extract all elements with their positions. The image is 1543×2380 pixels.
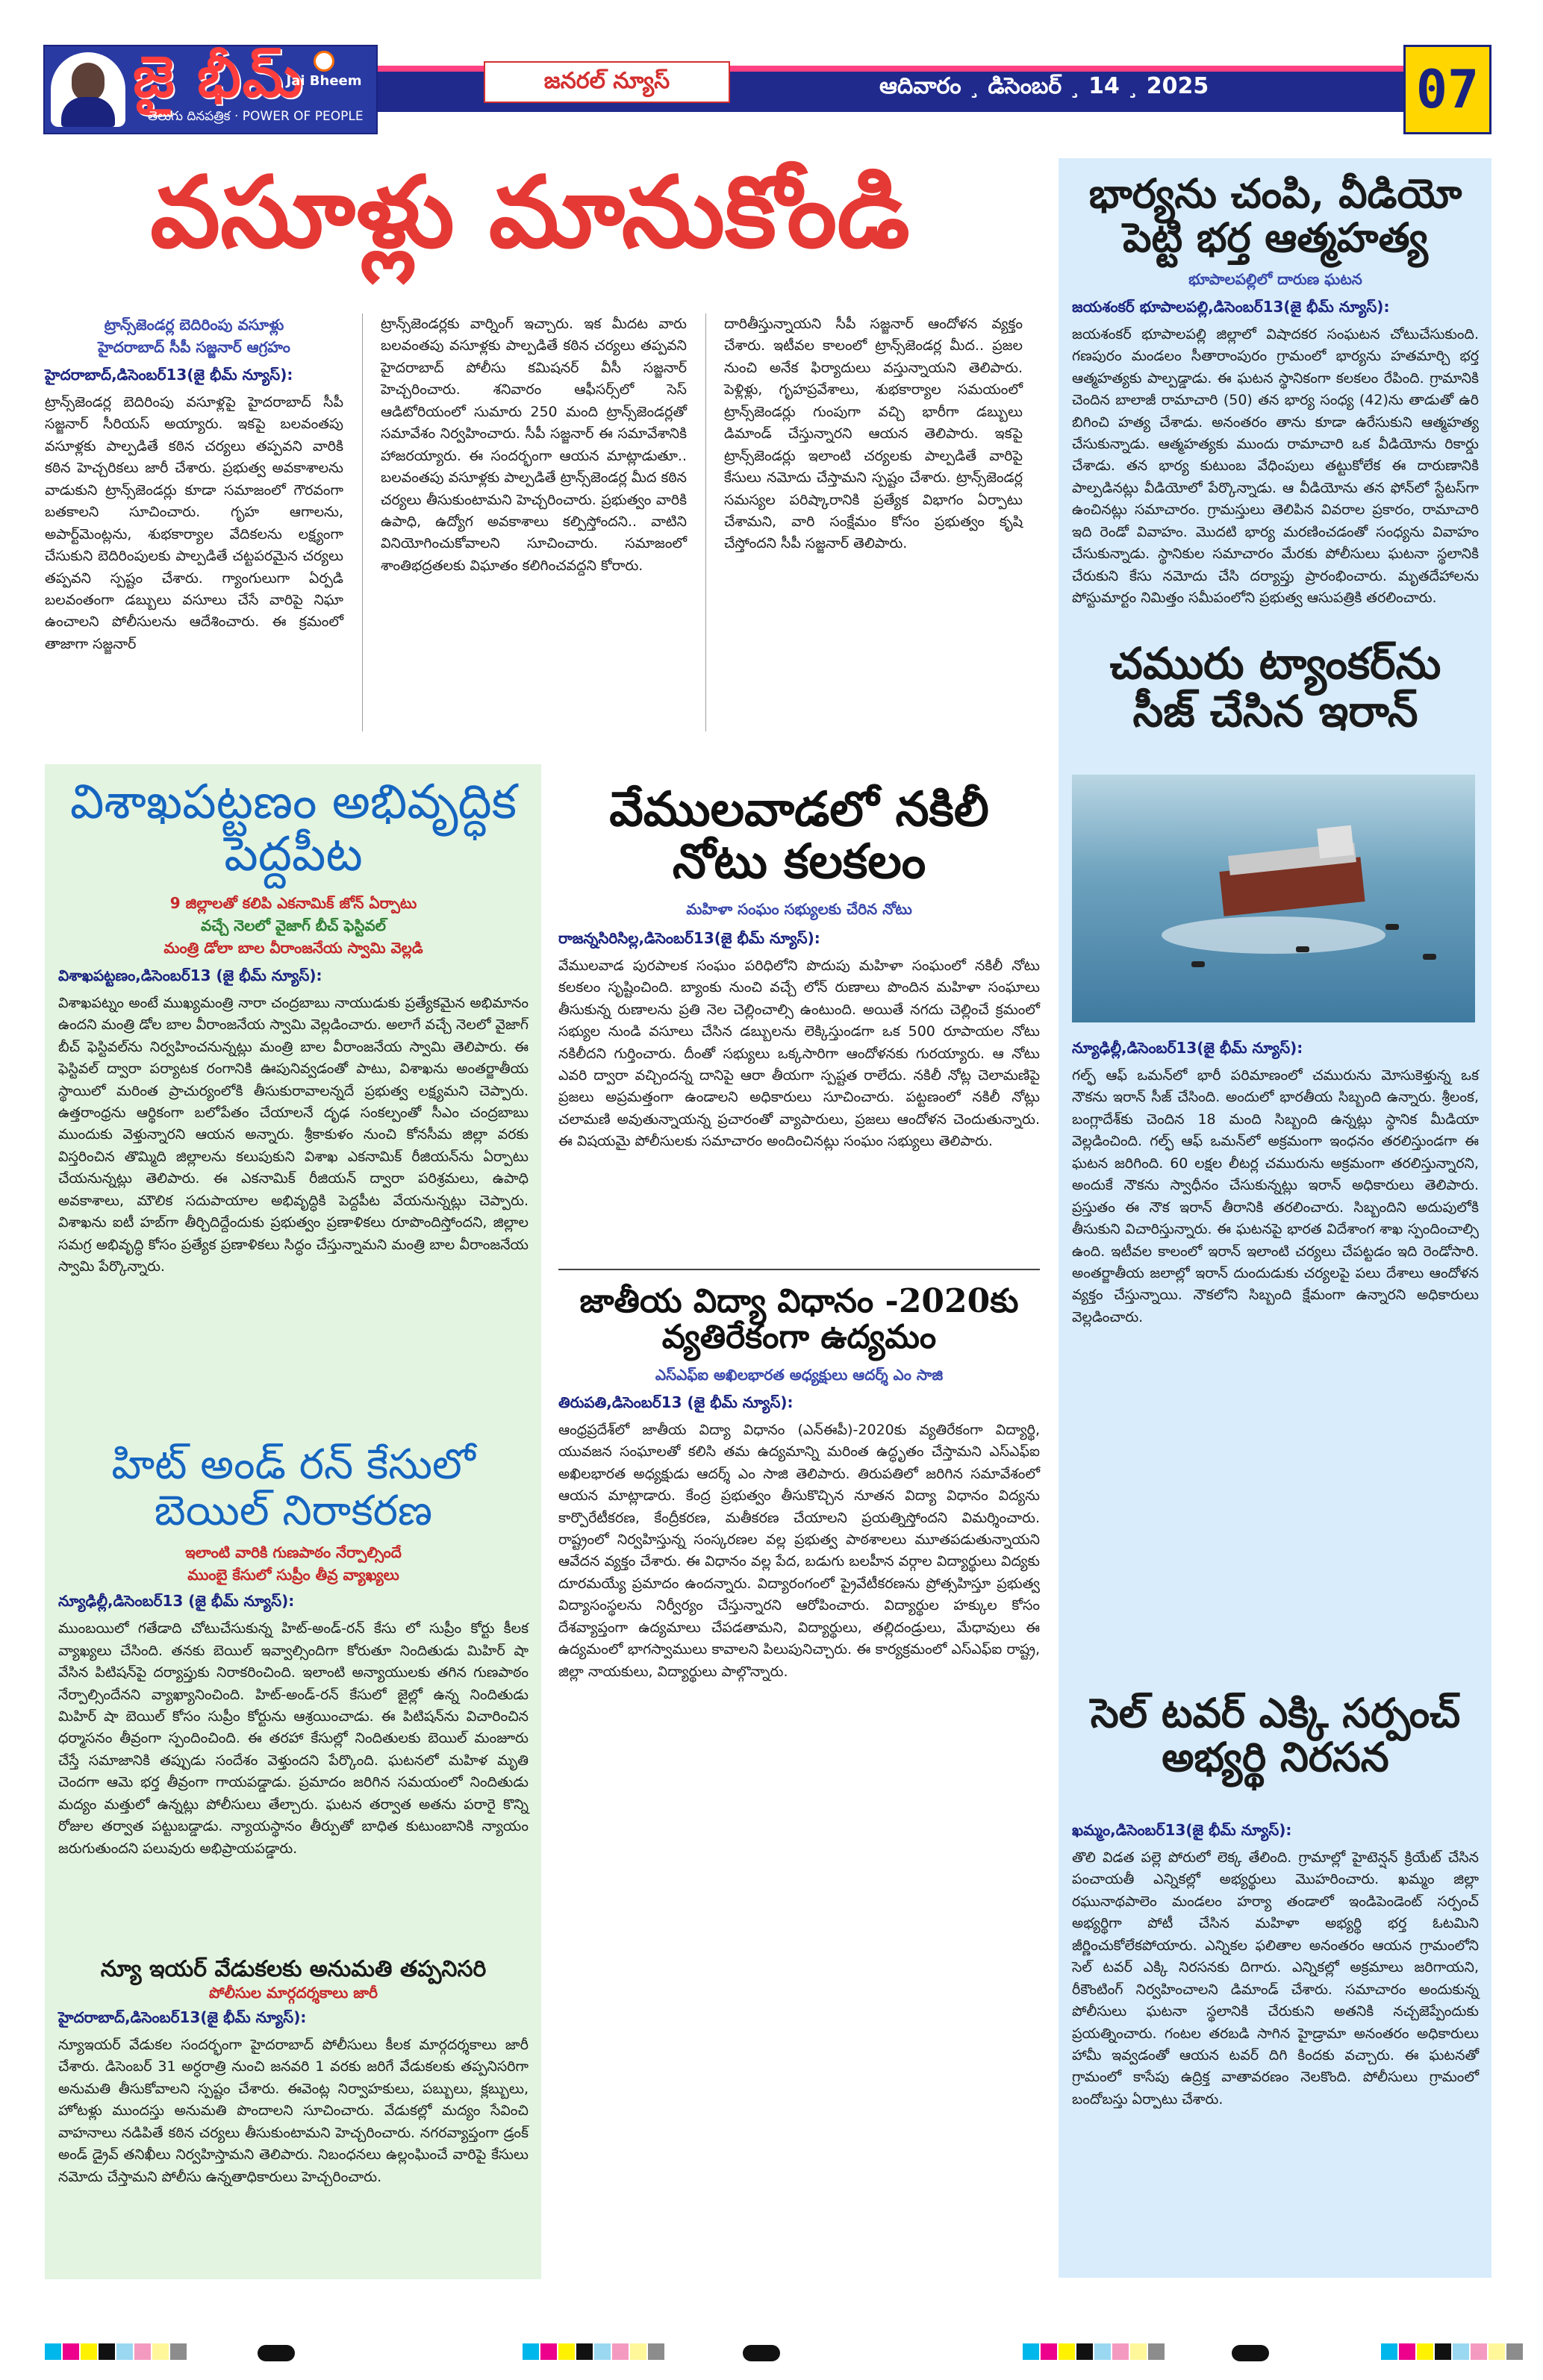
wife-body: జయశంకర్ భూపాలపల్లి జిల్లాలో విషాదకర సంఘటన చోటుచేసుకుంది. గణపురం మండలం సీతారాంపురం గ్రామంలో భార్యను హతమార్చి భర్త ఆత్మహత్యకు పాల్పడ్డాడు. ఈ ఘటన స్థానికంగా కలకలం రేపింది. గ్రామానికి చెందిన బాలాజీ రామాచారి (50) తన భార్య సంధ్య (42)ను తాడుతో ఉరి బిగించి హత్య చేశాడు. అనంతరం తాను కూడా ఉరేసుకుని ఆత్మహత్య చేసుకున్నాడు. ఆత్మహత్యకు ముందు రామాచారి ఒక వీడియోను రికార్డు చేశాడు. తన భార్య కుటుంబ వేధింపులు తట్టుకోలేక ఈ దారుణానికి పాల్పడినట్లు వీడియోలో పేర్కొన్నాడు. ఆ వీడియోను తన ఫోన్‌లో స్టేటస్‌గా ఉంచినట్లు సమాచారం. గ్రామస్తులు తెలిపిన వివరాల ప్రకారం, రామాచారి ఇది రెండో వివాహం. మొదటి భార్య మరణించడంతో సంధ్యను వివాహం చేసుకున్నాడు. స్థానికుల సమాచారం మేరకు పోలీసులు ఘటనా స్థలానికి చేరుకుని కేసు నమోదు చేసి దర్యాప్తు ప్రారంభించారు. మృతదేహాలను పోస్టుమార్టం నిమిత్తం సమీపంలోని ప్రభుత్వ ఆసుపత్రికి తరలించారు. — [1072, 325, 1479, 607]
education-kicker: ఎస్ఎఫ్ఐ అఖిలభారత అధ్యక్షులు ఆదర్శ్ ఎం సాజి — [655, 1365, 944, 1384]
color-swatch — [1059, 2343, 1075, 2360]
color-swatch — [523, 2343, 539, 2360]
lead-body-3: దారితీస్తున్నాయని సీపీ సజ్జనార్ ఆందోళన వ్యక్తం చేశారు. ఇటీవల కాలంలో ట్రాన్స్‌జెండర్ల మీద.. ప్రజల నుంచి అనేక ఫిర్యాదులు వస్తున్నాయని తెలిపారు. పెళ్లిళ్లు, గృహప్రవేశాలు, శుభకార్యాల సమయంలో ట్రాన్స్‌జెండర్లు గుంపుగా వచ్చి భారీగా డబ్బులు డిమాండ్ చేస్తున్నారని ఆయన తెలిపారు. ఇకపై ట్రాన్స్‌జెండర్లు ఇలాంటి చర్యలకు పాల్పడితే వారిపై కేసులు నమోదు చేస్తామని స్పష్టం చేశారు. ట్రాన్స్‌జెండర్ల సమస్యల పరిష్కారానికి ప్రత్యేక విభాగం ఏర్పాటు చేశామని, వారి సంక్షేమం కోసం ప్రభుత్వం కృషి చేస్తోందని సీపీ సజ్జనార్ తెలిపారు. — [724, 316, 1023, 552]
lead-body-1: ట్రాన్స్‌జెండర్ల బెదిరింపు వసూళ్లపై హైదరాబాద్ సీపీ సజ్జనార్ సీరియస్ అయ్యారు. ఇకపై బలవంతపు వసూళ్లకు పాల్పడితే కఠిన చర్యలు తప్పవని వారికి కఠిన హెచ్చరికలు జారీ చేశారు. ప్రభుత్వ అవకాశాలను వాడుకుని ట్రాన్స్‌జెండర్లు కూడా సమాజంలో గౌరవంగా బతకాలని సూచించారు. గృహ ఆగాలను, అపార్ట్‌మెంట్లను, శుభకార్యాల వేదికలను లక్ష్యంగా చేసుకుని బెదిరింపులకు పాల్పడితే చట్టపరమైన చర్యలు తప్పవని స్పష్టం చేశారు. గ్యాంగులుగా ఏర్పడి బలవంతంగా డబ్బులు వసూలు చేసే వారిపై నిఘా ఉంచాలని పోలీసులను ఆదేశించారు. ఈ క్రమంలో తాజాగా సజ్జనార్ — [45, 394, 343, 652]
celltower-headline: సెల్ టవర్ ఎక్కి సర్పంచ్ అభ్యర్థి నిరసన — [1090, 1689, 1461, 1781]
emblem-icon — [314, 51, 334, 72]
color-swatch — [1130, 2343, 1147, 2360]
newyear-byline: హైదరాబాద్,డిసెంబర్13(జై భీమ్ న్యూస్): — [58, 2008, 307, 2026]
registration-mark — [1232, 2345, 1269, 2361]
hit-run-headline: హిట్ అండ్ రన్ కేసులో బెయిల్ నిరాకరణ — [111, 1440, 476, 1535]
wife-story — [1072, 169, 1479, 609]
ambedkar-portrait-icon — [51, 52, 125, 127]
section-label: జనరల్ న్యూస్ — [484, 61, 730, 103]
vemulawada-headline: వేములవాడలో నకిలీ నోటు కలకలం — [609, 781, 989, 890]
color-swatch — [1076, 2343, 1093, 2360]
wife-headline: భార్యను చంపి, వీడియో పెట్టి భర్త ఆత్మహత్య — [1088, 169, 1462, 262]
hit-run-story — [58, 1442, 529, 1860]
visakha-story — [58, 776, 529, 1278]
registration-mark — [743, 2345, 780, 2361]
lead-column-1 — [45, 313, 343, 655]
newyear-body: న్యూఇయర్ వేడుకల సందర్భంగా హైదరాబాద్ పోలీసులు కీలక మార్గదర్శకాలు జారీ చేశారు. డిసెంబర్ 31 అర్ధరాత్రి నుంచి జనవరి 1 వరకు జరిగే వేడుకలకు తప్పనిసరిగా అనుమతి తీసుకోవాలని స్పష్టం చేశారు. ఈవెంట్ల నిర్వాహకులు, పబ్బులు, క్లబ్బులు, హోటళ్లు ముందస్తు అనుమతి పొందాలని సూచించారు. వేడుకల్లో మద్యం సేవించి వాహనాలు నడిపితే కఠిన చర్యలు తీసుకుంటామని హెచ్చరించారు. నగరవ్యాప్తంగా డ్రంక్ అండ్ డ్రైవ్ తనిఖీలు నిర్వహిస్తామని తెలిపారు. నిబంధనలు ఉల్లంఘించే వారిపై కేసులు నమోదు చేస్తామని పోలీసు ఉన్నతాధికారులు హెచ్చరించారు. — [58, 2037, 529, 2185]
iran-body: గల్ఫ్ ఆఫ్ ఒమన్‌లో భారీ పరిమాణంలో చమురును మోసుకెళ్తున్న ఒక నౌకను ఇరాన్ సీజ్ చేసింది. అందులో భారతీయ సిబ్బంది ఉన్నారు. శ్రీలంక, బంగ్లాదేశ్‌కు చెందిన 18 మంది సిబ్బంది ఉన్నట్లు స్థానిక మీడియా వెల్లడించింది. గల్ఫ్ ఆఫ్ ఒమన్‌లో అక్రమంగా ఇంధనం తరలిస్తుండగా ఈ ఘటన జరిగింది. 60 లక్షల లీటర్ల చమురును అక్రమంగా తరలిస్తున్నారని, అందుకే నౌకను స్వాధీనం చేసుకున్నట్లు ఇరాన్ అధికారులు తెలిపారు. ప్రస్తుతం ఈ నౌక ఇరాన్ తీరానికి తరలించారు. సిబ్బందిని అదుపులోకి తీసుకుని విచారిస్తున్నారు. ఈ ఘటనపై భారత విదేశాంగ శాఖ స్పందించాల్సి ఉంది. ఇటీవల కాలంలో ఇరాన్ ఇలాంటి చర్యలు చేపట్టడం ఇది రెండోసారి. అంతర్జాతీయ జలాల్లో ఇరాన్ దుందుడుకు చర్యలపై పలు దేశాలు ఆందోళన వ్యక్తం చేస్తున్నాయి. నౌకలోని సిబ్బంది క్షేమంగా ఉన్నారని అధికారులు వెల్లడించారు. — [1072, 1067, 1479, 1325]
hit-run-body: ముంబయిలో గతేడాది చోటుచేసుకున్న హిట్-అండ్-రన్ కేసు లో సుప్రీం కోర్టు కీలక వ్యాఖ్యలు చేసింది. తనకు బెయిల్ ఇవ్వాల్సిందిగా కోరుతూ నిందితుడు మిహిర్ షా వేసిన పిటిషన్‌పై దర్యాప్తుకు నిరాకరించింది. ఇలాంటి అన్యాయులకు తగిన గుణపాఠం నేర్పాల్సిందేనని వ్యాఖ్యానించింది. హిట్-అండ్-రన్ కేసులో జైల్లో ఉన్న నిందితుడు మిహిర్ షా బెయిల్ కోసం సుప్రీం కోర్టును ఆశ్రయించాడు. ఈ పిటిషన్‌ను విచారించిన ధర్మాసనం తీవ్రంగా స్పందించింది. ఈ తరహా కేసుల్లో నిందితులకు బెయిల్ మంజూరు చేస్తే సమాజానికి తప్పుడు సందేశం వెళ్తుందని పేర్కొంది. ఘటనలో మహిళ మృతి చెందగా ఆమె భర్త తీవ్రంగా గాయపడ్డాడు. ప్రమాదం జరిగిన సమయంలో నిందితుడు మద్యం మత్తులో ఉన్నట్లు పోలీసులు తేల్చారు. ఘటన తర్వాత అతను పరారై కొన్ని రోజుల తర్వాత పట్టుబడ్డాడు. న్యాయస్థానం తీర్పుతో బాధిత కుటుంబానికి న్యాయం జరుగుతుందని పలువురు అభిప్రాయపడ్డారు. — [58, 1620, 529, 1857]
cmyk-marks-center — [523, 2343, 666, 2360]
color-swatch — [170, 2343, 187, 2360]
iran-story — [1072, 1039, 1479, 1328]
color-swatch — [576, 2343, 593, 2360]
masthead — [43, 45, 1491, 134]
color-swatch — [1381, 2343, 1397, 2360]
color-swatch — [1435, 2343, 1451, 2360]
color-swatch — [1041, 2343, 1057, 2360]
cmyk-marks-far-right — [1381, 2343, 1524, 2360]
color-swatch — [81, 2343, 97, 2360]
color-swatch — [1112, 2343, 1129, 2360]
celltower-story — [1072, 1821, 1479, 2111]
color-swatch — [116, 2343, 133, 2360]
color-swatch — [1094, 2343, 1111, 2360]
color-swatch — [558, 2343, 575, 2360]
newyear-story — [58, 1957, 529, 2188]
color-swatch — [63, 2343, 79, 2360]
iran-byline: న్యూఢిల్లీ,డిసెంబర్13(జై భీమ్ న్యూస్): — [1072, 1039, 1303, 1057]
cmyk-marks-left — [45, 2343, 188, 2360]
visakha-byline: విశాఖపట్టణం,డిసెంబర్13 (జై భీమ్ న్యూస్): — [58, 966, 322, 984]
brand-sub: Jai Bheem — [286, 73, 362, 89]
visakha-kicker-3: మంత్రి డోలా బాల వీరాంజనేయ స్వామి వెల్లడి — [163, 938, 423, 957]
visakha-kicker-1: 9 జిల్లాలతో కలిపి ఎకనామిక్ జోన్ ఏర్పాటు — [169, 893, 417, 912]
education-byline: తిరుపతి,డిసెంబర్13 (జై భీమ్ న్యూస్): — [558, 1393, 794, 1411]
logo-tagline: తెలుగు దినపత్రిక · POWER OF PEOPLE — [148, 109, 364, 124]
color-swatch — [1148, 2343, 1165, 2360]
visakha-kicker-2: వచ్చే నెలలో వైజాగ్ బీచ్ ఫెస్టివల్ — [201, 916, 386, 934]
visakha-headline: విశాఖపట్టణం అభివృద్ధిక పెద్దపీట — [69, 775, 517, 883]
color-swatch — [1489, 2343, 1505, 2360]
education-story — [558, 1284, 1040, 1683]
vemulawada-byline: రాజన్నసిరిసిల్ల,డిసెంబర్13(జై భీమ్ న్యూస్): — [558, 928, 820, 947]
color-swatch — [1453, 2343, 1469, 2360]
color-swatch — [134, 2343, 151, 2360]
vemulawada-kicker: మహిళా సంఘం సభ్యులకు చేరిన నోటు — [686, 899, 912, 918]
logo — [43, 45, 378, 134]
wife-byline: జయశంకర్ భూపాలపల్లి,డిసెంబర్13(జై భీమ్ న్యూస్): — [1072, 297, 1390, 316]
visakha-body: విశాఖపట్నం అంటే ముఖ్యమంత్రి నారా చంద్రబాబు నాయుడుకు ప్రత్యేకమైన అభిమానం ఉందని మంత్రి డోల బాల వీరాంజనేయ స్వామి వెల్లడించారు. అలాగే వచ్చే నెలలో వైజాగ్ బీచ్ ఫెస్టివల్‌ను నిర్వహించనున్నట్లు మంత్రి బాల వీరాంజనేయ స్వామి తెలిపారు. ఈ ఫెస్టివల్ ద్వారా పర్యాటక రంగానికి ఊపునివ్వడంతో పాటు, విశాఖను అంతర్జాతీయ స్థాయిలో మరింత ప్రాచుర్యంలోకి తీసుకురావాలన్నదే ప్రభుత్వ లక్ష్యమని చెప్పారు. ఉత్తరాంధ్రను ఆర్థికంగా బలోపేతం చేయాలనే దృఢ సంకల్పంతో సీఎం చంద్రబాబు ముందుకు వెళ్తున్నారని ఆయన అన్నారు. శ్రీకాకుళం నుంచి కోనసీమ జిల్లా వరకు విస్తరించిన తొమ్మిది జిల్లాలను కలుపుకుని విశాఖ ఎకనామిక్ రీజియన్‌ను ఏర్పాటు చేయనున్నట్లు తెలిపారు. ఈ ఎకనామిక్ రీజియన్ ద్వారా పరిశ్రమలు, ఉపాధి అవకాశాలు, మౌలిక సదుపాయాల అభివృద్ధికి పెద్దపీట వేయనున్నట్లు చెప్పారు. విశాఖను ఐటీ హబ్‌గా తీర్చిదిద్దేందుకు ప్రభుత్వం ప్రణాళికలు రూపొందిస్తోందని, జిల్లాల సమగ్ర అభివృద్ధి కోసం ప్రత్యేక ప్రణాళికలు సిద్ధం చేస్తున్నామని మంత్రి బాల వీరాంజనేయ స్వామి పేర్కొన్నారు. — [58, 994, 529, 1275]
tanker-photo — [1072, 775, 1475, 1022]
cmyk-marks-right — [1023, 2343, 1166, 2360]
newyear-headline: న్యూ ఇయర్ వేడుకలకు అనుమతి తప్పనిసరి — [100, 1956, 487, 1982]
color-swatch — [594, 2343, 611, 2360]
lead-body-2: ట్రాన్స్‌జెండర్లకు వార్నింగ్ ఇచ్చారు. ఇక మీదట వారు బలవంతపు వసూళ్లకు పాల్పడితే కఠిన చర్యలు తప్పవని హైదరాబాద్ పోలీసు కమిషనర్ వీసీ సజ్జనార్ హెచ్చరించారు. శనివారం ఆఫీసర్స్‌లో సెస్ ఆడిటోరియంలో సుమారు 250 మంది ట్రాన్స్‌జెండర్లతో సమావేశం నిర్వహించారు. సీపీ సజ్జనార్ ఈ సమావేశానికి హాజరయ్యారు. ఈ సందర్భంగా ఆయన మాట్లాడుతూ.. బలవంతపు వసూళ్లకు పాల్పడితే ట్రాన్స్‌జెండర్ల మీద కఠిన చర్యలు తీసుకుంటామని హెచ్చరించారు. ప్రభుత్వం వారికి ఉపాధి, ఉద్యోగ అవకాశాలు కల్పిస్తోందని.. వాటిని వినియోగించుకోవాలని సూచించారు. సమాజంలో శాంతిభద్రతలకు విఘాతం కలిగించవద్దని కోరారు. — [381, 316, 687, 574]
color-swatch — [1023, 2343, 1039, 2360]
color-swatch — [1471, 2343, 1487, 2360]
color-swatch — [630, 2343, 646, 2360]
lead-byline: హైదరాబాద్,డిసెంబర్13(జై భీమ్ న్యూస్): — [45, 366, 293, 384]
celltower-body: తొలి విడత పల్లె పోరులో లెక్క తేలింది. గ్రామాల్లో హైటెన్షన్ క్రియేట్ చేసిన పంచాయతీ ఎన్నికల్లో అభ్యర్థులు మొహరించారు. ఖమ్మం జిల్లా రఘునాథపాలెం మండలం హర్యా తండాలో ఇండిపెండెంట్ సర్పంచ్ అభ్యర్థిగా పోటీ చేసిన మహిళా అభ్యర్థి భర్త ఓటమిని జీర్ణించుకోలేకపోయారు. ఎన్నికల ఫలితాల అనంతరం ఆయన గ్రామంలోని సెల్ టవర్ ఎక్కి నిరసనకు దిగారు. ఎన్నికల్లో అక్రమాలు జరిగాయని, రీకౌంటింగ్ నిర్వహించాలని డిమాండ్ చేశారు. సమాచారం అందుకున్న పోలీసులు ఘటనా స్థలానికి చేరుకుని అతనికి నచ్చజెప్పేందుకు ప్రయత్నించారు. గంటల తరబడి సాగిన హైడ్రామా అనంతరం అధికారులు హామీ ఇవ్వడంతో ఆయన టవర్ దిగి కిందకు వచ్చారు. ఈ ఘటనతో గ్రామంలో కాసేపు ఉద్రిక్త వాతావరణం నెలకొంది. పోలీసులు గ్రామంలో బందోబస్తు ఏర్పాటు చేశారు. — [1072, 1849, 1479, 2108]
vemulawada-body: వేములవాడ పురపాలక సంఘం పరిధిలోని పొదుపు మహిళా సంఘంలో నకిలీ నోటు కలకలం సృష్టించింది. బ్యాంకు నుంచి వచ్చే లోన్ రుణాలు పొందిన మహిళా సంఘాలు తీసుకున్న రుణాలను ప్రతి నెల చెల్లించాల్సి ఉంటుంది. అయితే నగదు చెల్లించే క్రమంలో సభ్యుల నుండి వసూలు చేసిన డబ్బులను లెక్కిస్తుండగా ఒక 500 రూపాయల నోటు నకిలీదని గుర్తించారు. దీంతో సభ్యులు ఒక్కసారిగా ఆందోళనకు గురయ్యారు. ఆ నోటు ఎవరి ద్వారా వచ్చిందన్న దానిపై ఆరా తీయగా స్పష్టత రాలేదు. నకిలీ నోట్ల చెలామణిపై ప్రజలు అప్రమత్తంగా ఉండాలని అధికారులు సూచించారు. పట్టణంలో నకిలీ నోట్లు చలామణి అవుతున్నాయన్న ప్రచారంతో వ్యాపారులు, ప్రజలు ఆందోళన చెందుతున్నారు. ఈ విషయమై పోలీసులకు సమాచారం అందించినట్లు సంఘం సభ్యులు తెలిపారు. — [558, 957, 1040, 1150]
lead-kicker-2: హైదరాబాద్ సీపీ సజ్జనార్ ఆగ్రహం — [98, 338, 290, 356]
education-headline: జాతీయ విద్యా విధానం -2020కు వ్యతిరేకంగా ఉద్యమం — [579, 1282, 1019, 1357]
color-swatch — [540, 2343, 557, 2360]
vemulawada-story — [558, 781, 1040, 1153]
hit-run-byline: న్యూఢిల్లీ,డిసెంబర్13 (జై భీమ్ న్యూస్): — [58, 1592, 295, 1611]
education-body: ఆంధ్రప్రదేశ్‌లో జాతీయ విద్యా విధానం (ఎన్ఈపీ)-2020కు వ్యతిరేకంగా విద్యార్థి, యువజన సంఘాలతో కలిసి తమ ఉద్యమాన్ని మరింత ఉద్ధృతం చేస్తామని ఎస్ఎఫ్ఐ అఖిలభారత అధ్యక్షుడు ఆదర్శ్ ఎం సాజి తెలిపారు. తిరుపతిలో జరిగిన సమావేశంలో ఆయన మాట్లాడారు. కేంద్ర ప్రభుత్వం తీసుకొచ్చిన నూతన విద్యా విధానం విద్యను కార్పొరేటీకరణ, కేంద్రీకరణ, మతీకరణ చేయాలని ప్రయత్నిస్తోందని విమర్శించారు. రాష్ట్రంలో నిర్వహిస్తున్న సంస్కరణల వల్ల ప్రభుత్వ పాఠశాలలు మూతపడుతున్నాయని ఆవేదన వ్యక్తం చేశారు. ఈ విధానం వల్ల పేద, బడుగు బలహీన వర్గాల విద్యార్థులు విద్యకు దూరమయ్యే ప్రమాదం ఉందన్నారు. విద్యారంగంలో ప్రైవేటీకరణను ప్రోత్సహిస్తూ ప్రభుత్వ విద్యాసంస్థలను నిర్వీర్యం చేస్తున్నారని ఆరోపించారు. విద్యార్థుల హక్కుల కోసం దేశవ్యాప్తంగా ఉద్యమాలు చేపడతామని, విద్యార్థులు, తల్లిదండ్రులు, మేధావులు ఈ ఉద్యమంలో భాగస్వాములు కావాలని పిలుపునిచ్చారు. ఈ కార్యక్రమంలో ఎస్ఎఫ్ఐ రాష్ట్ర, జిల్లా నాయకులు, విద్యార్థులు పాల్గొన్నారు. — [558, 1421, 1040, 1680]
logo-title: జై భీమ్ — [133, 43, 305, 110]
lead-kicker-1: ట్రాన్స్‌జెండర్ల బెదిరింపు వసూళ్లు — [104, 316, 284, 334]
color-swatch — [1506, 2343, 1523, 2360]
color-swatch — [99, 2343, 115, 2360]
registration-mark — [258, 2345, 295, 2361]
color-swatch — [45, 2343, 61, 2360]
wife-kicker: భూపాలపల్లిలో దారుణ ఘటన — [1188, 269, 1362, 288]
lead-story — [45, 313, 1034, 746]
color-swatch — [612, 2343, 629, 2360]
newyear-kicker: పోలీసుల మార్గదర్శకాలు జారీ — [208, 1984, 378, 2002]
color-swatch — [152, 2343, 169, 2360]
color-swatch — [1417, 2343, 1433, 2360]
color-swatch — [1399, 2343, 1415, 2360]
color-swatch — [648, 2343, 664, 2360]
page-number: 07 — [1403, 45, 1491, 134]
issue-date: ఆదివారం ¸ డిసెంబర్ ¸ 14 ¸ 2025 — [879, 73, 1209, 99]
lead-headline: వసూళ్లు మానుకోండి — [150, 154, 910, 270]
hit-run-kicker-1: ఇలాంటి వారికి గుణపాఠం నేర్పాల్సిందే — [185, 1543, 402, 1562]
celltower-byline: ఖమ్మం,డిసెంబర్13(జై భీమ్ న్యూస్): — [1072, 1821, 1292, 1839]
hit-run-kicker-2: ముంబై కేసులో సుప్రీం తీవ్ర వ్యాఖ్యలు — [187, 1566, 399, 1584]
iran-headline: చమురు ట్యాంకర్‌ను సీజ్ చేసిన ఇరాన్ — [1109, 638, 1441, 737]
